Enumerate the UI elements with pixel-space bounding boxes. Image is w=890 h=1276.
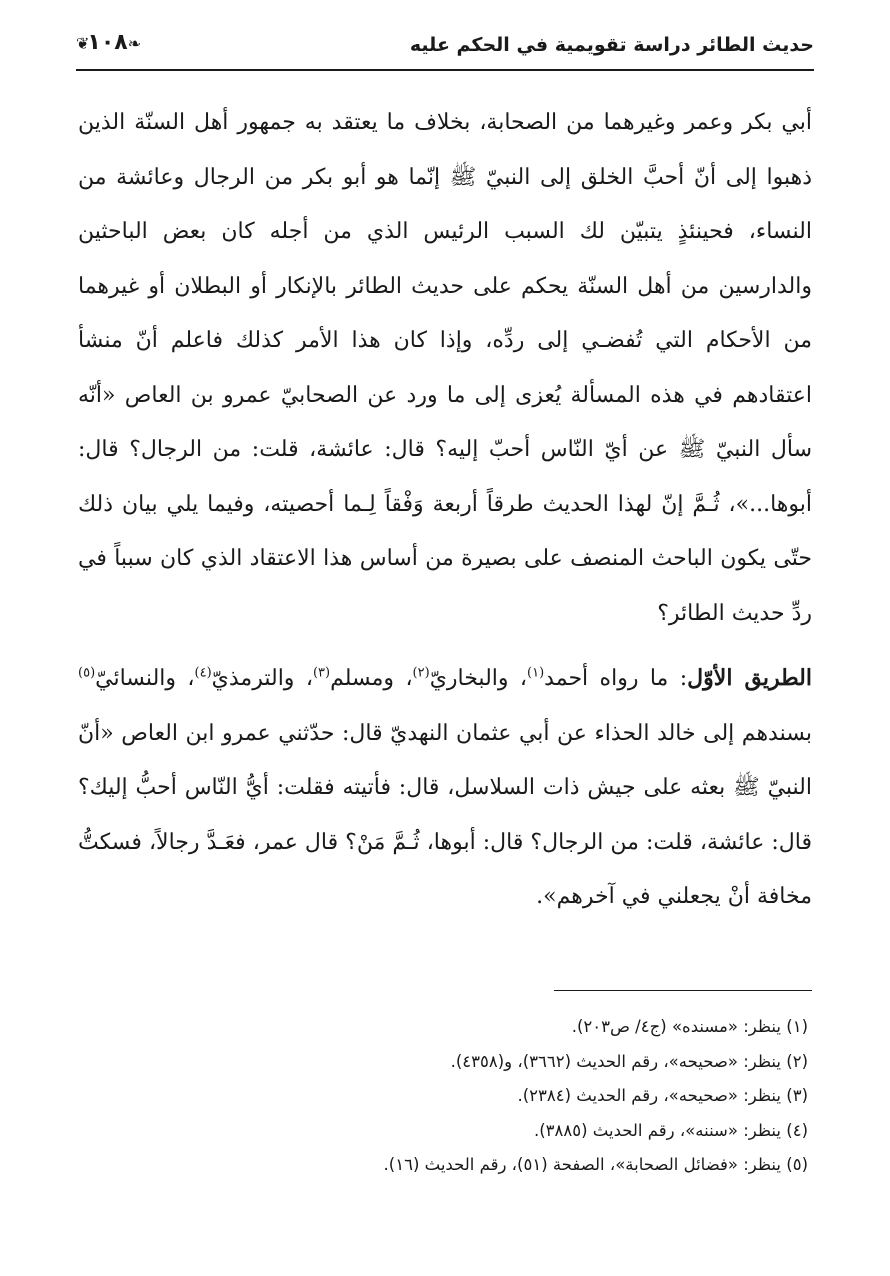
footnote: (٢) ينظر: «صحيحه»، رقم الحديث (٣٦٦٢)، و(٤٣٥٨). — [450, 1051, 808, 1071]
footnote: (٥) ينظر: «فضائل الصحابة»، الصفحة (٥١)، رقم الحديث (١٦). — [383, 1155, 808, 1174]
footnote-ref[interactable]: (٣) — [312, 665, 331, 681]
footnote: (٤) ينظر: «سننه»، رقم الحديث (٣٨٨٥). — [533, 1120, 808, 1140]
running-header — [76, 28, 814, 76]
footnote-ref[interactable]: (٤) — [194, 665, 212, 681]
footnote-ref[interactable]: (٢) — [412, 665, 430, 681]
paragraph: أبي بكر وعمر وغيرهما من الصحابة، بخلاف ما يعتقد به جمهور أهل السنّة الذين ذهبوا إلى أنّ أحبَّ الخلق إلى النبيّ ﷺ إنّما هو أبو بكر من الرجال وعائشة من النساء، فحينئذٍ يتبيّن لك السبب الرئيس الذي من أجله كان بعض الباحثين والدارسين من أهل السنّة يحكم على حديث الطائر بالإنكار أو البطلان أو غيرهما من الأحكام التي تُفضـي إلى ردِّه، وإذا كان هذا الأمر كذلك فاعلم أنّ منشأ اعتقادهم في هذه المسألة يُعزى إلى ما ورد عن الصحابيّ عمرو بن العاص «أنّه سأل النبيّ ﷺ عن أيّ النّاس أحبّ إليه؟ قال: عائشة، قلت: من الرجال؟ قال: أبوها...»، ثُـمَّ إنّ لهذا الحديث طرقاً أربعة وَفْقاً لِـما أحصيته، وفيما يلي بيان ذلك حتّى يكون الباحث المنصف على بصيرة من أساس هذا الاعتقاد الذي كان سبباً في ردِّ حديث الطائر؟ — [78, 110, 813, 626]
text-run: ، ومسلم — [330, 666, 413, 691]
footnote-ref[interactable]: (٥) — [78, 665, 96, 681]
footnote: (١) ينظر: «مسنده» (ج٤/ ص٢٠٣). — [571, 1017, 808, 1036]
text-run: ، والترمذيّ — [211, 666, 313, 691]
footnote: (٣) ينظر: «صحيحه»، رقم الحديث (٢٣٨٤). — [517, 1086, 808, 1105]
footnote-separator — [554, 990, 812, 991]
header-rule — [76, 69, 814, 71]
text-run: : ما رواه أحمد — [544, 666, 688, 691]
page-number — [76, 30, 139, 55]
footnotes — [78, 1010, 808, 1183]
section-lead: الطريق الأوّل — [687, 665, 812, 691]
paragraph — [78, 651, 812, 925]
text-run: ، والنسائيّ — [95, 666, 195, 691]
ornament-icon: ❧ — [127, 33, 140, 53]
running-title: حديث الطائر دراسة تقويمية في الحكم عليه — [409, 34, 814, 56]
footnote-ref[interactable]: (١) — [527, 665, 545, 681]
main-text — [78, 96, 812, 925]
page-number-text: ١٠٨ — [87, 30, 128, 55]
text-run: ، والبخاريّ — [429, 666, 528, 691]
text-run: بسندهم إلى خالد الحذاء عن أبي عثمان النهديّ قال: حدّثني عمرو ابن العاص «أنّ النبيّ ﷺ بعثه على جيش ذات السلاسل، قال: فأتيته فقلت: أيُّ النّاس أحبُّ إليك؟ قال: عائشة، قلت: من الرجال؟ قال: أبوها، ثُـمَّ مَنْ؟ قال عمر، فعَـدَّ رجالاً، فسكتُّ مخافة أنْ يجعلني في آخرهم». — [78, 720, 812, 909]
ornament-icon: ❦ — [76, 33, 88, 53]
